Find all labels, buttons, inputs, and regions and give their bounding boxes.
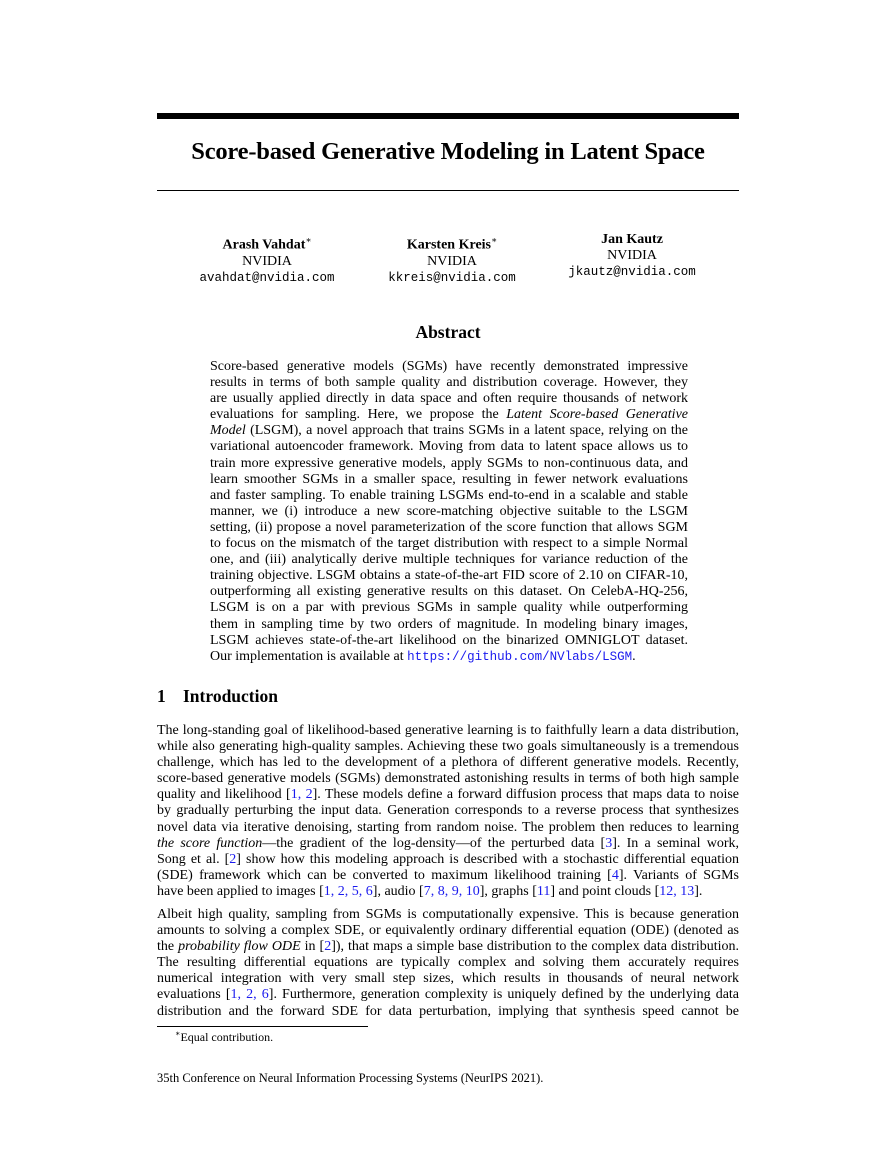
citation-link[interactable]: 3: [605, 835, 613, 851]
model-name-italic: Model: [210, 423, 246, 439]
author-email: avahdat@nvidia.com: [199, 270, 335, 285]
section-number: 1: [157, 686, 166, 706]
abstract-line: training objective. LSGM obtains a state-of-the-art FID score of 2.10 on CIFAR-10,: [210, 568, 688, 584]
author-1: [197, 232, 337, 286]
abstract-line: [210, 423, 688, 439]
paragraph-line: amounts to solving a complex SDE, or equivalently ordinary differential equation (ODE) (denoted as: [157, 923, 739, 939]
section-heading: [157, 686, 278, 707]
paragraph-line: challenge, which has led to the development of a plethora of different generative models. Recently,: [157, 755, 739, 771]
paragraph-line: while also generating high-quality samples. Achieving these two goals simultaneously is a tremendous: [157, 739, 739, 755]
paragraph-line: by gradually perturbing the input data. Generation corresponds to a reverse process that synthesizes: [157, 803, 739, 819]
abstract-body: [210, 359, 688, 665]
paragraph-text: the: [157, 939, 179, 955]
abstract-text: (LSGM), a novel approach that trains SGMs in a latent space, relying on the: [245, 423, 688, 439]
paragraph-text: evaluations [: [157, 987, 231, 1003]
author-2: [382, 232, 522, 286]
citation-link[interactable]: 11: [536, 883, 551, 899]
abstract-line: and faster sampling. To enable training LSGMs end-to-end in a scalable and stable: [210, 487, 688, 503]
paragraph-text: ], audio [: [372, 883, 424, 899]
paragraph-line: [157, 987, 739, 1003]
abstract-line: train more expressive generative models, apply SGMs to non-continuous data, and: [210, 455, 688, 471]
author-block: [157, 232, 739, 288]
paragraph-text: ].: [694, 883, 703, 899]
paragraph-text: ] show how this modeling approach is described with a stochastic differential equation: [236, 851, 739, 867]
paragraph-line: score-based generative models (SGMs) demonstrated astonishing results in terms of both high sample: [157, 771, 739, 787]
paragraph-text: have been applied to images [: [157, 883, 324, 899]
abstract-line: [210, 649, 688, 665]
abstract-line: LSGM is on a par with previous SGMs in sample quality while outperforming: [210, 600, 688, 616]
abstract-line: variational autoencoder framework. Moving from data to latent space allows us to: [210, 439, 688, 455]
paragraph-line: novel data via iterative denoising, starting from random noise. The problem then reduces to learning: [157, 819, 739, 835]
abstract-heading: Abstract: [415, 322, 481, 342]
citation-link[interactable]: 1, 2, 5, 6: [323, 883, 373, 899]
paragraph-line: [157, 836, 739, 852]
paragraph-text: ]), that maps a simple base distribution to the complex data distribution.: [331, 939, 739, 955]
paragraph-text: Song et al. [: [157, 851, 230, 867]
citation-link[interactable]: 7, 8, 9, 10: [423, 883, 480, 899]
paragraph-text: ]. Furthermore, generation complexity is uniquely defined by the underlying data: [268, 987, 740, 1003]
intro-paragraph-1: [157, 723, 739, 900]
author-affiliation: NVIDIA: [607, 248, 657, 263]
abstract-line: LSGM achieves state-of-the-art likelihood on the binarized OMNIGLOT dataset.: [210, 632, 688, 648]
abstract-line: results in terms of both sample quality and distribution coverage. However, they: [210, 375, 688, 391]
abstract-line: setting, (ii) propose a novel parameterization of the score function that allows SGM: [210, 519, 688, 535]
paragraph-text: ]. Variants of SGMs: [618, 867, 739, 883]
author-email: kkreis@nvidia.com: [388, 270, 516, 285]
abstract-line: outperforming all existing generative results on this dataset. On CelebA-HQ-256,: [210, 584, 688, 600]
abstract-line: are usually applied directly in data space and often require thousands of network: [210, 391, 688, 407]
paragraph-line: [157, 884, 739, 900]
footnote: [175, 1029, 273, 1045]
abstract-line: one, and (iii) analytically derive multiple techniques for variance reduction of the: [210, 552, 688, 568]
citation-link[interactable]: 1, 2: [290, 787, 313, 803]
abstract-line: learn smoother SGMs in a smaller space, resulting in fewer network evaluations: [210, 471, 688, 487]
paragraph-line: [157, 868, 739, 884]
footnote-rule: [157, 1026, 368, 1027]
citation-link[interactable]: 1, 2, 6: [230, 987, 269, 1003]
abstract-text: .: [632, 648, 636, 664]
author-name: Arash Vahdat: [222, 237, 306, 253]
title-top-rule: [157, 113, 739, 119]
citation-link[interactable]: 2: [324, 939, 332, 955]
paragraph-line: distribution and the forward SDE for data perturbation, implying that synthesis speed cannot be: [157, 1003, 739, 1019]
paragraph-line: The long-standing goal of likelihood-based generative learning is to faithfully learn a data distribution,: [157, 723, 739, 738]
equal-contribution-mark: ∗: [305, 235, 312, 245]
author-3: [562, 232, 702, 280]
author-name: Jan Kautz: [601, 232, 663, 247]
footnote-text: Equal contribution.: [180, 1030, 274, 1044]
abstract-line: manner, we (i) introduce a new score-matching objective suitable to the LSGM: [210, 503, 688, 519]
author-email: jkautz@nvidia.com: [568, 265, 696, 279]
paragraph-text: ], graphs [: [479, 883, 537, 899]
model-name-italic: Latent Score-based Generative: [506, 407, 688, 423]
citation-link[interactable]: 4: [611, 867, 619, 883]
paragraph-line: [157, 852, 739, 868]
equal-contribution-mark: ∗: [491, 235, 498, 245]
paragraph-text: in [: [300, 939, 325, 955]
paragraph-text: ] and point clouds [: [550, 883, 660, 899]
author-name: Karsten Kreis: [406, 237, 491, 253]
paper-title: Score-based Generative Modeling in Latent Space: [191, 138, 705, 165]
paragraph-line: [157, 787, 739, 803]
title-bottom-rule: [157, 190, 739, 191]
paragraph-line: Albeit high quality, sampling from SGMs is computationally expensive. This is because generation: [157, 907, 739, 922]
paragraph-text: (SDE) framework which can be converted to maximum likelihood training [: [157, 867, 612, 883]
section-title: Introduction: [183, 686, 278, 706]
abstract-text: Our implementation is available at: [210, 648, 408, 664]
citation-link[interactable]: 12, 13: [659, 883, 695, 899]
term-italic: probability flow ODE: [178, 939, 301, 955]
abstract-line: [210, 407, 688, 423]
paragraph-text: —the gradient of the log-density—of the perturbed data [: [262, 835, 606, 851]
footnote-mark: ∗: [175, 1029, 181, 1038]
paragraph-text: quality and likelihood [: [157, 787, 291, 803]
paragraph-line: numerical integration with very small step sizes, which results in thousands of neural network: [157, 971, 739, 987]
abstract-line: Score-based generative models (SGMs) have recently demonstrated impressive: [210, 359, 688, 374]
author-affiliation: NVIDIA: [427, 253, 477, 269]
citation-link[interactable]: 2: [229, 851, 237, 867]
intro-paragraph-2: [157, 907, 739, 1020]
venue-footer: 35th Conference on Neural Information Processing Systems (NeurIPS 2021).: [157, 1071, 544, 1085]
author-affiliation: NVIDIA: [242, 253, 292, 269]
paragraph-line: [157, 939, 739, 955]
abstract-text: evaluations for sampling. Here, we propose the: [210, 407, 507, 423]
paragraph-text: ]. These models define a forward diffusion process that maps data to noise: [312, 787, 740, 803]
abstract-line: them in sampling time by two orders of magnitude. In modeling binary images,: [210, 616, 688, 632]
abstract-line: to focus on the mismatch of the target distribution with respect to a simple Normal: [210, 536, 688, 552]
paragraph-text: ]. In a seminal work,: [612, 835, 740, 851]
paragraph-line: The resulting differential equations are typically complex and solving them accurately requires: [157, 955, 739, 971]
term-italic: the score function: [157, 835, 263, 851]
code-url-link[interactable]: https://github.com/NVlabs/LSGM: [407, 649, 633, 664]
